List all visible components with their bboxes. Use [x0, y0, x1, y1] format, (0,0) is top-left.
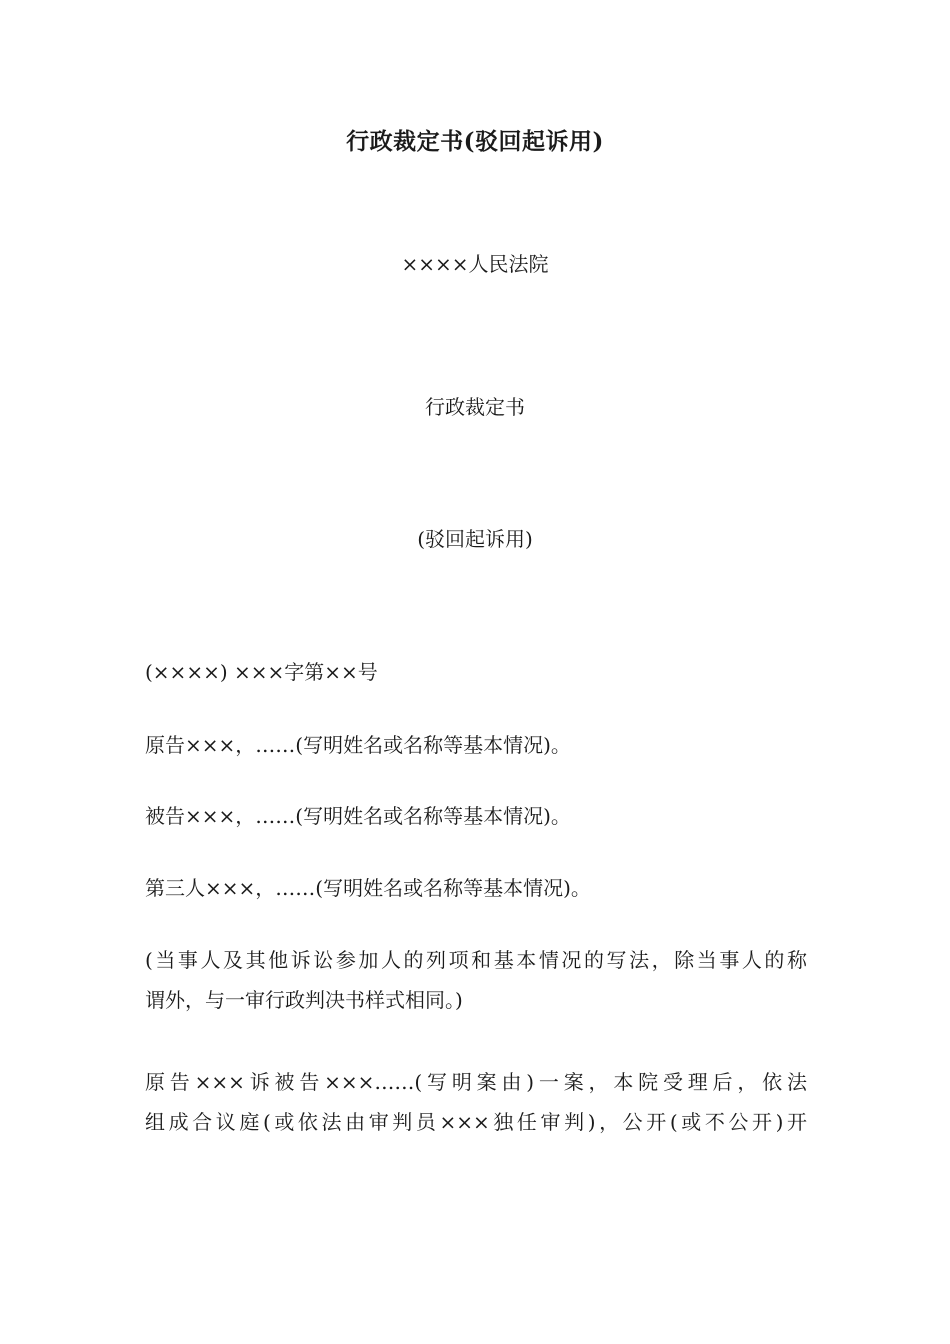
- case-body-paragraph: [145, 1062, 807, 1142]
- paragraph-line: 谓外，与一审行政判决书样式相同。): [145, 988, 463, 1012]
- party-third-party: 第三人×××，……(写明姓名或名称等基本情况)。: [145, 876, 591, 900]
- case-number: (××××) ×××字第××号: [145, 660, 378, 684]
- paragraph-line: (当事人及其他诉讼参加人的列项和基本情况的写法，除当事人的称: [145, 948, 807, 972]
- document-subtype: (驳回起诉用): [417, 527, 533, 551]
- document-title: 行政裁定书(驳回起诉用): [346, 128, 604, 155]
- court-name: ××××人民法院: [401, 252, 549, 276]
- party-defendant: 被告×××，……(写明姓名或名称等基本情况)。: [145, 804, 571, 828]
- paragraph-line: 原告×××诉被告×××……(写明案由)一案，本院受理后，依法: [145, 1070, 807, 1094]
- party-plaintiff: 原告×××，……(写明姓名或名称等基本情况)。: [145, 733, 571, 757]
- document-type: 行政裁定书: [425, 395, 525, 419]
- parties-note-paragraph: [145, 940, 807, 1020]
- paragraph-line: 组成合议庭(或依法由审判员×××独任审判)，公开(或不公开)开: [145, 1110, 807, 1134]
